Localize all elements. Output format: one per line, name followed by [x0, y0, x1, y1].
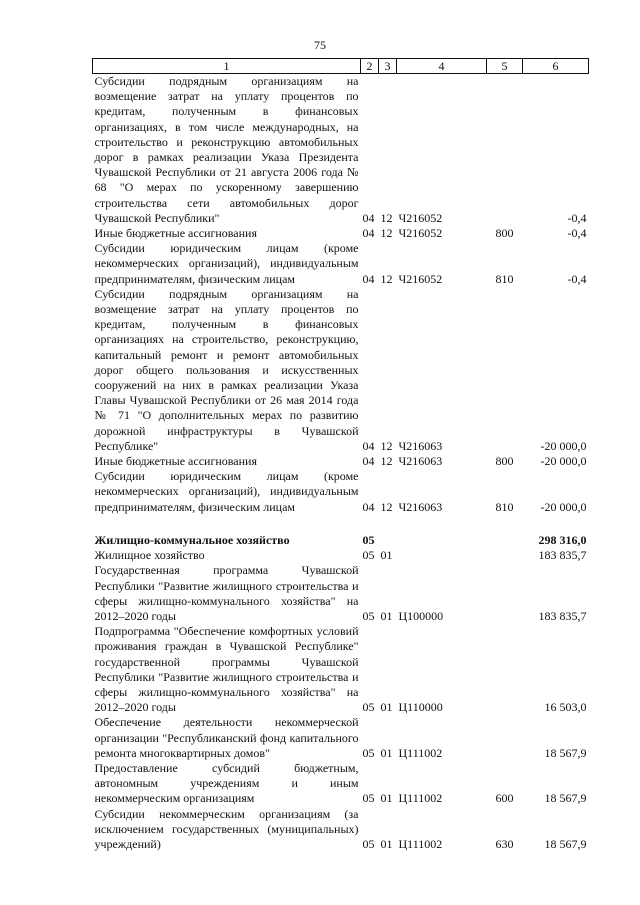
row-section: 05 [362, 548, 375, 563]
row-name: Обеспечение деятельности некоммерческой организации "Республиканский фонд капитального ремонта многоквартирных домов" [94, 715, 359, 760]
row-subsection: 01 [380, 836, 393, 851]
row-name: Подпрограмма "Обеспечение комфортных условий проживания граждан в Чувашской Республике" государственной программы Чувашской Республики "Развитие жилищного строительства и сферы жилищно-коммунального хозяйства" на 2012–2020 годы [94, 624, 359, 715]
row-expense-type [487, 715, 523, 761]
row-name: Субсидии некоммерческим организациям (за исключением государственных (муниципальных) учреждений) [94, 806, 359, 851]
row-target-code [397, 548, 487, 563]
row-name: Жилищное хозяйство [94, 548, 205, 563]
row-subsection: 01 [380, 548, 393, 563]
table-row [93, 715, 589, 761]
row-expense-type: 800 [495, 226, 514, 241]
row-subsection: 12 [380, 210, 393, 225]
row-section: 05 [362, 836, 375, 851]
row-section: 04 [362, 499, 375, 514]
row-section: 05 [362, 532, 375, 547]
row-amount: -0,4 [567, 271, 587, 286]
row-amount: 183 835,7 [538, 608, 587, 623]
row-expense-type [487, 287, 523, 454]
row-amount: -0,4 [567, 210, 587, 225]
row-expense-type: 810 [495, 271, 514, 286]
row-subsection: 12 [380, 499, 393, 514]
row-name: Иные бюджетные ассигнования [94, 226, 257, 241]
row-expense-type [487, 74, 523, 227]
row-expense-type [487, 548, 523, 563]
row-name: Жилищно-коммунальное хозяйство [94, 532, 290, 547]
row-subsection: 12 [380, 454, 393, 469]
row-subsection: 12 [380, 438, 393, 453]
row-amount: 16 503,0 [544, 700, 587, 715]
row-subsection: 01 [380, 700, 393, 715]
row-section: 04 [362, 271, 375, 286]
table-row [93, 807, 589, 853]
row-expense-type: 800 [495, 454, 514, 469]
row-name: Иные бюджетные ассигнования [94, 454, 257, 469]
row-amount: 18 567,9 [544, 745, 587, 760]
table-row [93, 226, 589, 241]
row-target-code: Ч216063 [398, 454, 443, 469]
row-amount: -20 000,0 [540, 499, 587, 514]
budget-table [92, 58, 589, 852]
row-expense-type: 600 [495, 791, 514, 806]
row-target-code [397, 533, 487, 548]
header-col-5: 5 [487, 59, 523, 74]
row-section: 05 [362, 608, 375, 623]
table-row [93, 563, 589, 624]
row-section: 05 [362, 745, 375, 760]
row-expense-type: 630 [495, 836, 514, 851]
row-name: Предоставление субсидий бюджетным, автономным учреждениям и иным некоммерческим организациям [94, 760, 359, 806]
row-amount: 18 567,9 [544, 791, 587, 806]
row-amount: -20 000,0 [540, 438, 587, 453]
row-target-code: Ц110000 [398, 700, 443, 715]
row-name: Государственная программа Чувашской Республики "Развитие жилищного строительства и сферы жилищно-коммунального хозяйства" на 2012–2020 годы [94, 563, 359, 623]
row-target-code: Ц111002 [398, 836, 443, 851]
row-expense-type: 810 [495, 499, 514, 514]
spacer-row [93, 515, 589, 533]
table-row [93, 287, 589, 454]
table-row-section-total [93, 533, 589, 548]
row-amount: 298 316,0 [538, 532, 587, 547]
row-name: Субсидии подрядным организациям на возмещение затрат на уплату процентов по кредитам, полученным в финансовых организациях на строительство, реконструкцию, капитальный ремонт и ремонт автомобильных дорог общего пользования и искусственных сооружений на них в рамках реализации Указа Главы Чувашской Республики от 26 мая 2014 года № 71 "О дополнительных мерах по развитию дорожной инфраструктуры в Чувашской Республике" [94, 286, 359, 453]
row-name: Субсидии подрядным организациям на возмещение затрат на уплату процентов по кредитам, полученным в финансовых организациях, в том числе международных, на строительство и реконструкцию автомобильных дорог в рамках реализации Указа Президента Чувашской Республики от 21 августа 2006 года № 68 "О мерах по ускоренному завершению строительства сети автомобильных дорог Чувашской Республики" [94, 74, 359, 225]
row-subsection: 12 [380, 271, 393, 286]
header-col-4: 4 [397, 59, 487, 74]
row-target-code: Ч216052 [398, 210, 443, 225]
header-col-3: 3 [379, 59, 397, 74]
table-row [93, 624, 589, 715]
row-subsection: 01 [380, 608, 393, 623]
row-target-code: Ч216063 [398, 438, 443, 453]
header-col-1: 1 [93, 59, 361, 74]
row-amount: -0,4 [567, 226, 587, 241]
row-target-code: Ц111002 [398, 791, 443, 806]
row-section: 04 [362, 454, 375, 469]
row-section: 05 [362, 700, 375, 715]
header-row [93, 59, 589, 74]
row-expense-type [487, 563, 523, 624]
row-amount: 183 835,7 [538, 548, 587, 563]
header-col-6: 6 [523, 59, 589, 74]
table-header [93, 59, 589, 74]
row-section: 04 [362, 210, 375, 225]
row-amount: 18 567,9 [544, 836, 587, 851]
table-row [93, 761, 589, 807]
table-row [93, 454, 589, 469]
row-target-code: Ц111002 [398, 745, 443, 760]
row-subsection: 01 [380, 745, 393, 760]
row-expense-type [487, 624, 523, 715]
table-row [93, 241, 589, 287]
table-row [93, 74, 589, 227]
row-name: Субсидии юридическим лицам (кроме некоммерческих организаций), индивидуальным предпринимателям, физическим лицам [94, 241, 359, 286]
row-section: 04 [362, 226, 375, 241]
table-row [93, 469, 589, 515]
row-subsection: 12 [380, 226, 393, 241]
row-section: 05 [362, 791, 375, 806]
row-target-code: Ч216052 [398, 226, 443, 241]
table-row [93, 548, 589, 563]
row-expense-type [487, 533, 523, 548]
row-section: 04 [362, 438, 375, 453]
row-subsection [379, 533, 397, 548]
row-target-code: Ч216052 [398, 271, 443, 286]
header-col-2: 2 [361, 59, 379, 74]
row-amount: -20 000,0 [540, 454, 587, 469]
row-subsection: 01 [380, 791, 393, 806]
row-name: Субсидии юридическим лицам (кроме некоммерческих организаций), индивидуальным предпринимателям, физическим лицам [94, 469, 359, 514]
row-target-code: Ч216063 [398, 499, 443, 514]
table-body [93, 74, 589, 853]
page-number: 75 [314, 38, 326, 52]
row-target-code: Ц100000 [398, 608, 444, 623]
